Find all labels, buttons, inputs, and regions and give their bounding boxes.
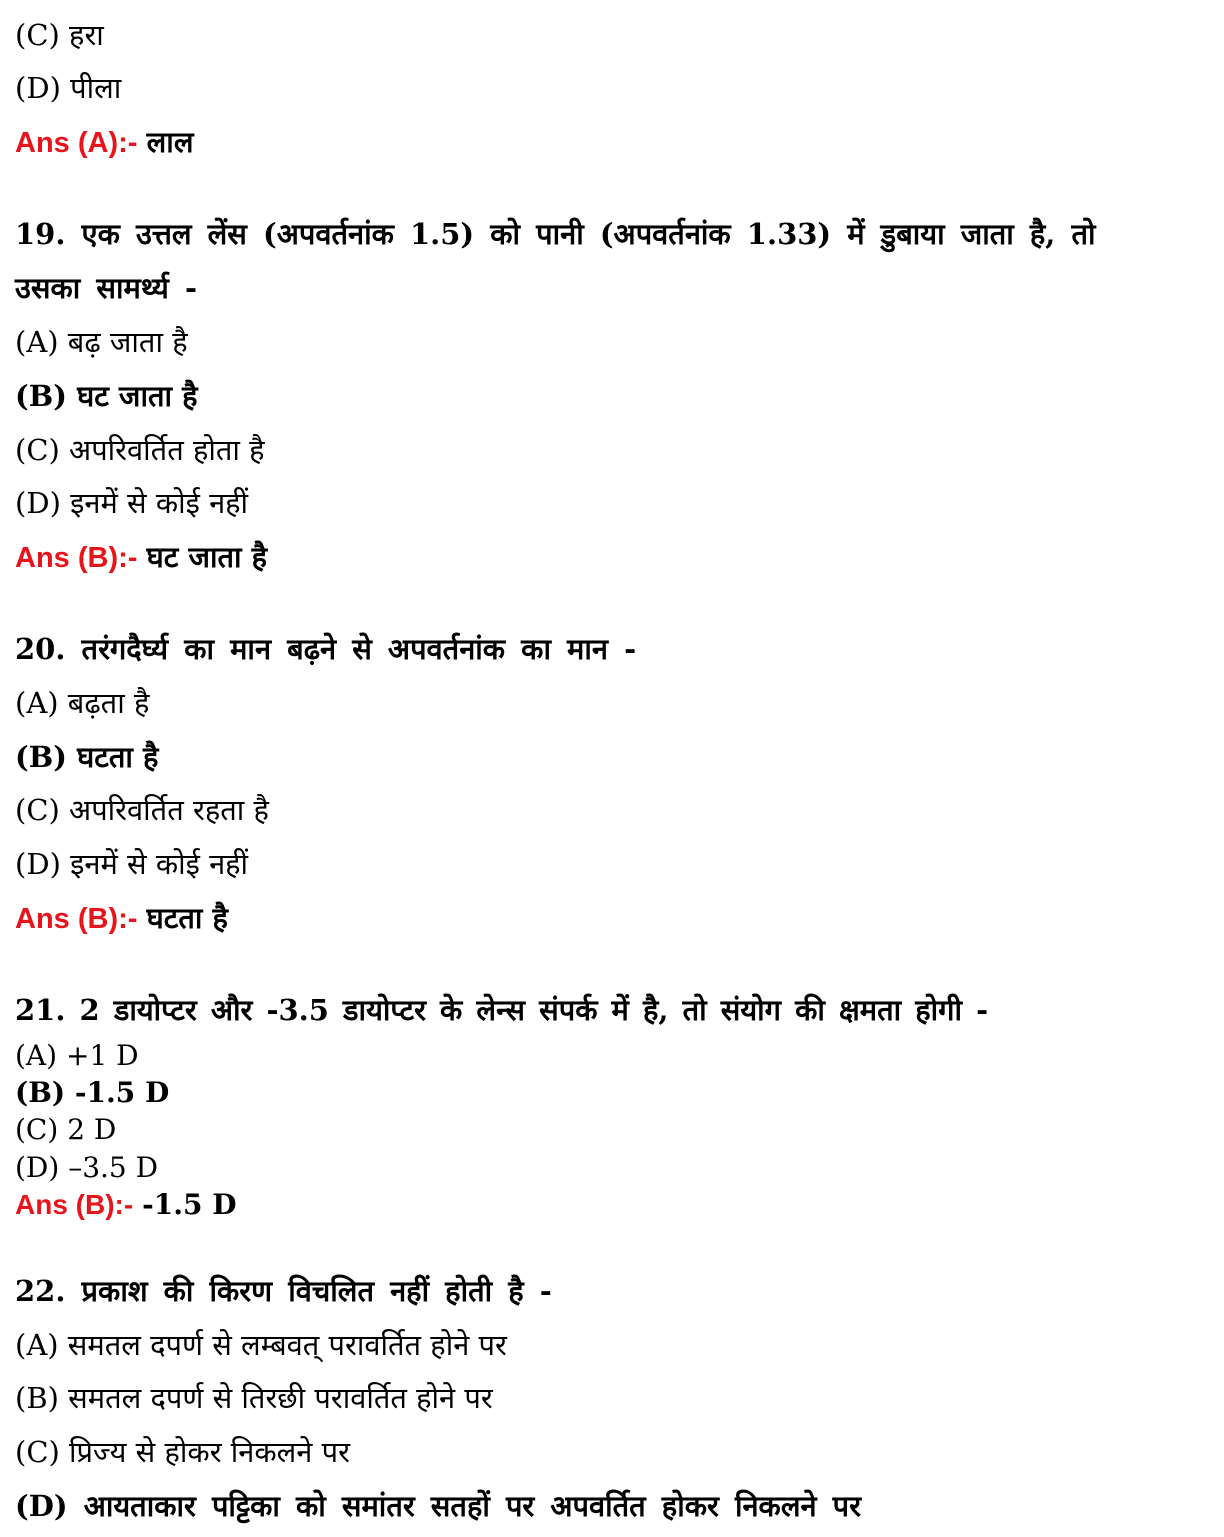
answer-label: Ans (B):- bbox=[15, 903, 138, 935]
q19-option-b: (B) घट जाता है bbox=[15, 379, 198, 413]
q19-option-d: (D) इनमें से कोई नहीं bbox=[15, 486, 249, 520]
q22-option-c: (C) प्रिज्य से होकर निकलने पर bbox=[15, 1435, 350, 1469]
answer-label: Ans (B):- bbox=[15, 542, 138, 574]
q20-answer bbox=[15, 901, 228, 936]
answer-text: लाल bbox=[146, 125, 194, 159]
answer-line bbox=[15, 125, 193, 160]
q22-option-b: (B) समतल दपर्ण से तिरछी परावर्तित होने पर bbox=[15, 1381, 493, 1415]
q21-answer bbox=[15, 1189, 236, 1221]
q21-option-c: (C) 2 D bbox=[15, 1113, 117, 1146]
answer-text: घट जाता है bbox=[146, 540, 268, 574]
q19-answer bbox=[15, 540, 267, 575]
q22-option-d: (D) आयताकार पट्टिका को समांतर सतहों पर अपवर्तित होकर निकलने पर bbox=[15, 1489, 862, 1523]
q19-option-a: (A) बढ़ जाता है bbox=[15, 325, 188, 359]
q22-option-a: (A) समतल दपर्ण से लम्बवत् परावर्तित होने पर bbox=[15, 1328, 507, 1362]
q21-option-a: (A) +1 D bbox=[15, 1039, 139, 1072]
question-20-title: 20. तरंगदैर्घ्य का मान बढ़ने से अपवर्तनांक का मान - bbox=[15, 632, 637, 666]
q20-option-a: (A) बढ़ता है bbox=[15, 686, 150, 720]
question-19-title-cont: उसका सामर्थ्य - bbox=[15, 271, 197, 305]
question-21-title: 21. 2 डायोप्टर और -3.5 डायोप्टर के लेन्स संपर्क में है, तो संयोग की क्षमता होगी - bbox=[15, 993, 989, 1027]
q19-option-c: (C) अपरिवर्तित होता है bbox=[15, 433, 265, 467]
question-19-title: 19. एक उत्तल लेंस (अपवर्तनांक 1.5) को पानी (अपवर्तनांक 1.33) में डुबाया जाता है, तो bbox=[15, 217, 1096, 251]
option-d: (D) पीला bbox=[15, 71, 122, 105]
answer-text: -1.5 D bbox=[142, 1188, 237, 1221]
q21-option-b: (B) -1.5 D bbox=[15, 1076, 170, 1109]
q21-option-d: (D) –3.5 D bbox=[15, 1151, 159, 1184]
answer-label: Ans (A):- bbox=[15, 127, 138, 159]
q20-option-c: (C) अपरिवर्तित रहता है bbox=[15, 793, 269, 827]
question-22-title: 22. प्रकाश की किरण विचलित नहीं होती है - bbox=[15, 1274, 552, 1308]
q20-option-b: (B) घटता है bbox=[15, 740, 159, 774]
option-c: (C) हरा bbox=[15, 18, 104, 52]
q20-option-d: (D) इनमें से कोई नहीं bbox=[15, 847, 249, 881]
answer-text: घटता है bbox=[146, 901, 228, 935]
answer-label: Ans (B):- bbox=[15, 1189, 134, 1220]
